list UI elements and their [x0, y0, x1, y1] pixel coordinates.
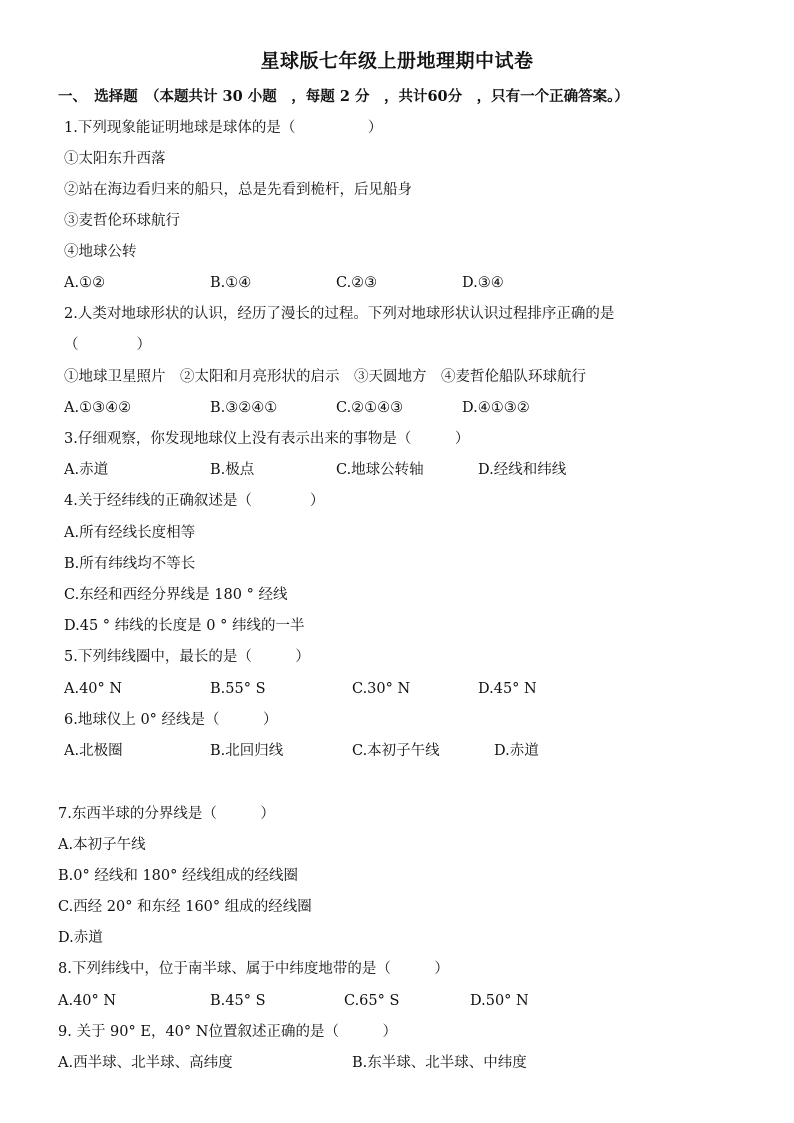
- q3-option-a: A.赤道: [64, 462, 109, 478]
- q4-option-a: A.所有经线长度相等: [64, 525, 196, 541]
- q5-stem: 5.下列纬线圈中，最长的是（ ）: [64, 649, 310, 665]
- q6-option-a: A.北极圈: [64, 743, 123, 759]
- q1-option-a: A.①②: [64, 275, 106, 291]
- q2-stem-blank: （ ）: [64, 337, 151, 353]
- q4-option-b: B.所有纬线均不等长: [64, 556, 196, 572]
- q8-option-a: A.40° N: [58, 993, 117, 1009]
- q3-option-b: B.极点: [210, 462, 255, 478]
- q4-option-d: D.45 ° 纬线的长度是 0 ° 纬线的一半: [64, 618, 305, 634]
- q5-option-d: D.45° N: [478, 681, 537, 697]
- q3-stem: 3.仔细观察，你发现地球仪上没有表示出来的事物是（ ）: [64, 431, 470, 447]
- q5-option-c: C.30° N: [352, 681, 411, 697]
- q3-option-d: D.经线和纬线: [478, 462, 567, 478]
- q6-option-d: D.赤道: [494, 743, 539, 759]
- q6-option-c: C.本初子午线: [352, 743, 440, 759]
- q1-item-2: ②站在海边看归来的船只，总是先看到桅杆，后见船身: [64, 182, 412, 198]
- q1-stem: 1.下列现象能证明地球是球体的是（ ）: [64, 120, 383, 136]
- q8-option-d: D.50° N: [470, 993, 529, 1009]
- q1-item-4: ④地球公转: [64, 244, 137, 260]
- q5-option-b: B.55° S: [210, 681, 266, 697]
- q2-option-b: B.③②④①: [210, 400, 278, 416]
- q2-stem: 2.人类对地球形状的认识，经历了漫长的过程。下列对地球形状认识过程排序正确的是: [64, 306, 615, 322]
- q2-items: ①地球卫星照片 ②太阳和月亮形状的启示 ③天圆地方 ④麦哲伦船队环球航行: [64, 369, 586, 385]
- q1-item-3: ③麦哲伦环球航行: [64, 213, 180, 229]
- q2-option-a: A.①③④②: [64, 400, 132, 416]
- q4-option-c: C.东经和西经分界线是 180 ° 经线: [64, 587, 288, 603]
- q9-option-b: B.东半球、北半球、中纬度: [352, 1055, 527, 1071]
- q2-option-d: D.④①③②: [462, 400, 530, 416]
- q7-stem: 7.东西半球的分界线是（ ）: [58, 806, 275, 822]
- q3-option-c: C.地球公转轴: [336, 462, 424, 478]
- q1-option-b: B.①④: [210, 275, 252, 291]
- exam-title: 星球版七年级上册地理期中试卷: [260, 50, 534, 72]
- q7-option-b: B.0° 经线和 180° 经线组成的经线圈: [58, 868, 298, 884]
- q8-option-c: C.65° S: [344, 993, 400, 1009]
- q7-option-d: D.赤道: [58, 930, 103, 946]
- q5-option-a: A.40° N: [64, 681, 123, 697]
- section-heading: 一、 选择题 （本题共计 30 小题 ，每题 2 分 ，共计60分 ，只有一个正确答案。）: [58, 88, 629, 105]
- q1-option-d: D.③④: [462, 275, 504, 291]
- q7-option-c: C.西经 20° 和东经 160° 组成的经线圈: [58, 899, 312, 915]
- q9-option-a: A.西半球、北半球、高纬度: [58, 1055, 233, 1071]
- q6-option-b: B.北回归线: [210, 743, 284, 759]
- q8-option-b: B.45° S: [210, 993, 266, 1009]
- q9-stem: 9. 关于 90° E，40° N位置叙述正确的是（ ）: [58, 1024, 397, 1040]
- q8-stem: 8.下列纬线中，位于南半球、属于中纬度地带的是（ ）: [58, 961, 449, 977]
- q1-item-1: ①太阳东升西落: [64, 151, 166, 167]
- q6-stem: 6.地球仪上 0° 经线是（ ）: [64, 712, 278, 728]
- q2-option-c: C.②①④③: [336, 400, 404, 416]
- q1-option-c: C.②③: [336, 275, 378, 291]
- q4-stem: 4.关于经纬线的正确叙述是（ ）: [64, 493, 325, 509]
- q7-option-a: A.本初子午线: [58, 837, 146, 853]
